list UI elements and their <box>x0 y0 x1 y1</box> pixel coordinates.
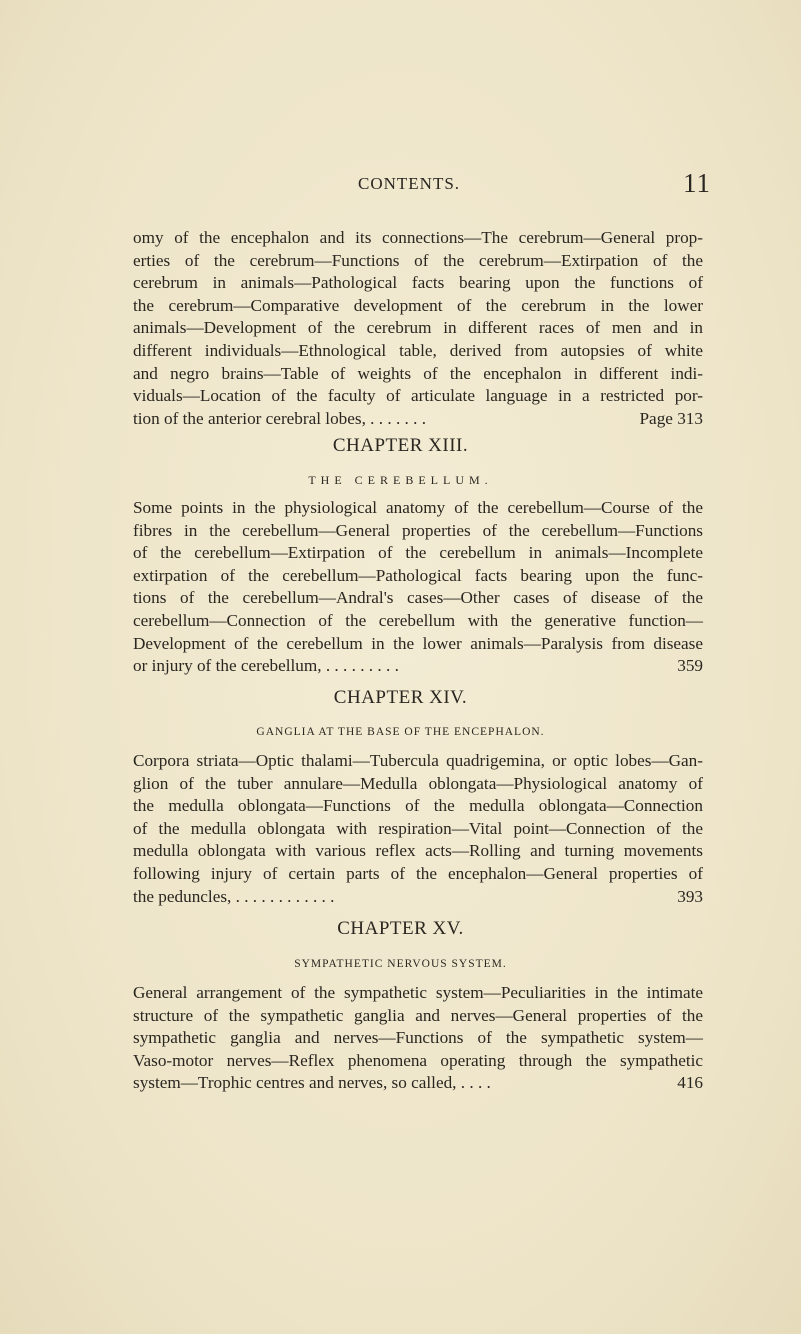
entry-line: of the medulla oblongata with respiration—Vital point—Connection of the <box>133 818 703 838</box>
entry-line: cerebrum in animals—Pathological facts bearing upon the functions of <box>133 273 703 293</box>
entry-line: Vaso-motor nerves—Reflex phenomena operating through the sympathetic <box>133 1050 703 1070</box>
entry-line: viduals—Location of the faculty of articulate language in a restricted por- <box>133 386 703 406</box>
entry-line: extirpation of the cerebellum—Pathological facts bearing upon the func- <box>133 565 703 585</box>
entry-line: tions of the cerebellum—Andral's cases—Other cases of disease of the <box>133 588 703 608</box>
entry-line-last: the peduncles, . . . . . . . . . . . . 393 <box>133 886 703 909</box>
running-head-title: CONTENTS. <box>358 174 461 193</box>
contents-entry-chapter-14 <box>133 750 703 908</box>
entry-line: cerebellum—Connection of the cerebellum with the generative function— <box>133 610 703 630</box>
contents-entry-intro <box>133 227 703 430</box>
entry-line: and negro brains—Table of weights of the encephalon in different indi- <box>133 363 703 383</box>
entry-line: structure of the sympathetic ganglia and nerves—General properties of the <box>133 1005 703 1025</box>
entry-line-last: tion of the anterior cerebral lobes, . . . . . . . Page 313 <box>133 408 703 431</box>
entry-page-ref: 393 <box>677 886 703 906</box>
entry-line: the medulla oblongata—Functions of the medulla oblongata—Connection <box>133 796 703 816</box>
contents-entry-chapter-15 <box>133 982 703 1095</box>
entry-line: following injury of certain parts of the encephalon—General properties of <box>133 863 703 883</box>
chapter-title: CHAPTER XIV. <box>333 687 468 708</box>
entry-line: erties of the cerebrum—Functions of the cerebrum—Extirpation of the <box>133 250 703 270</box>
entry-page-ref: 359 <box>677 656 703 676</box>
entry-line: omy of the encephalon and its connections—The cerebrum—General prop- <box>133 228 703 247</box>
entry-line: General arrangement of the sympathetic system—Peculiarities in the intimate <box>133 983 703 1002</box>
entry-line: glion of the tuber annulare—Medulla oblongata—Physiological anatomy of <box>133 773 703 793</box>
running-head <box>0 168 801 202</box>
entry-line: Corpora striata—Optic thalami—Tubercula quadrigemina, or optic lobes—Gan- <box>133 751 703 770</box>
entry-line: Some points in the physiological anatomy of the cerebellum—Course of the <box>133 498 703 517</box>
entry-line: different individuals—Ethnological table, derived from autopsies of white <box>133 340 703 360</box>
chapter-title: CHAPTER XIII. <box>332 435 469 456</box>
chapter-subtitle: GANGLIA AT THE BASE OF THE ENCEPHALON. <box>256 726 545 738</box>
entry-page-ref: 416 <box>677 1073 703 1093</box>
chapter-title: CHAPTER XV. <box>337 918 464 939</box>
entry-line: medulla oblongata with various reflex acts—Rolling and turning movements <box>133 841 703 861</box>
entry-page-ref: Page 313 <box>639 408 703 428</box>
contents-entry-chapter-13 <box>133 497 703 678</box>
entry-line-last: or injury of the cerebellum, . . . . . . . . . 359 <box>133 655 703 678</box>
entry-line: fibres in the cerebellum—General properties of the cerebellum—Functions <box>133 520 703 540</box>
page-number: 11 <box>683 168 711 198</box>
entry-line: animals—Development of the cerebrum in different races of men and in <box>133 318 703 338</box>
entry-line: Development of the cerebellum in the lower animals—Paralysis from disease <box>133 633 703 653</box>
entry-line: sympathetic ganglia and nerves—Functions of the sympathetic system— <box>133 1028 703 1048</box>
entry-line: of the cerebellum—Extirpation of the cerebellum in animals—Incomplete <box>133 543 703 563</box>
entry-line: the cerebrum—Comparative development of the cerebrum in the lower <box>133 295 703 315</box>
chapter-subtitle: SYMPATHETIC NERVOUS SYSTEM. <box>294 958 507 970</box>
entry-line-last: system—Trophic centres and nerves, so called, . . . . 416 <box>133 1072 703 1095</box>
chapter-subtitle: THE CEREBELLUM. <box>308 473 493 487</box>
